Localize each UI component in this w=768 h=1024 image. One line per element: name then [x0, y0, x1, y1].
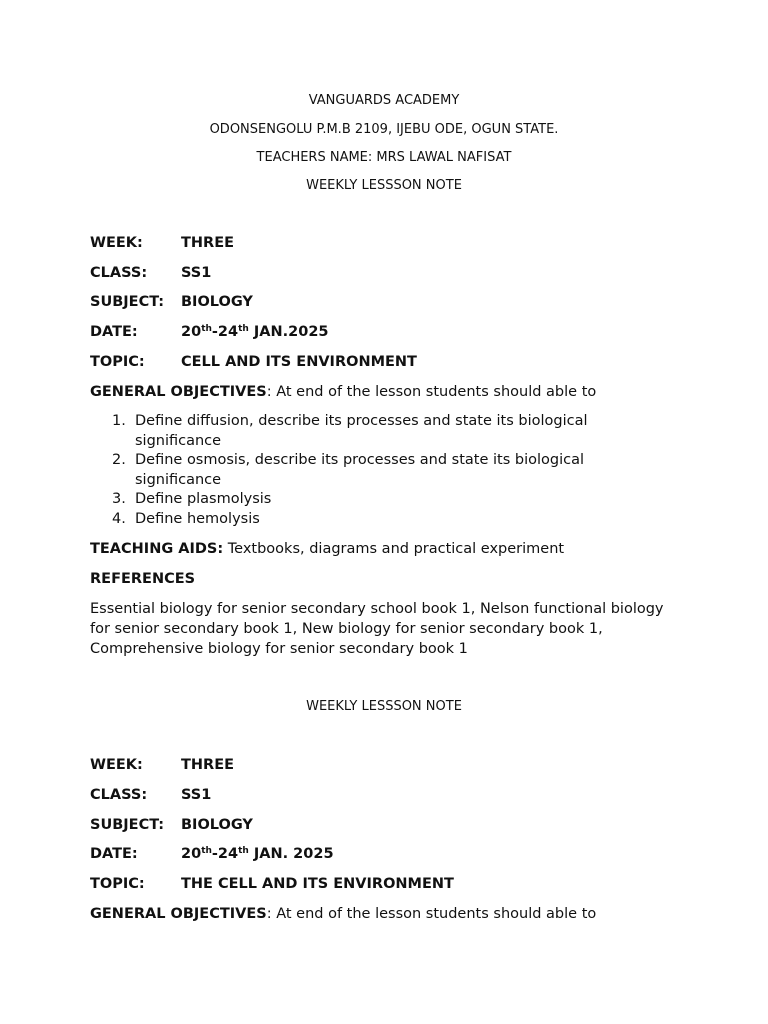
list-item-number: 2. — [112, 452, 126, 468]
week-value: THREE — [181, 757, 235, 773]
list-item — [90, 510, 650, 530]
topic-value: CELL AND ITS ENVIRONMENT — [181, 354, 417, 370]
topic-label: TOPIC: — [90, 354, 145, 370]
class-row — [90, 264, 211, 282]
school-name: VANGUARDS ACADEMY — [308, 93, 460, 108]
list-item-text: Define hemolysis — [135, 510, 260, 527]
list-item-text: Define osmosis, describe its processes and state its biological significance — [135, 452, 585, 488]
date-day-start: 20 — [181, 846, 202, 862]
references-text: Essential biology for senior secondary school book 1, Nelson functional biology for senior secondary book 1, New biology for senior secondary book 1, Comprehensive biology for senior secondary book 1 — [90, 601, 664, 657]
class-label: CLASS: — [90, 265, 148, 281]
teaching-aids — [90, 540, 564, 558]
date-suffix-end: th — [238, 846, 249, 856]
references-heading — [90, 570, 195, 588]
general-objectives-label: GENERAL OBJECTIVES — [90, 906, 267, 922]
date-label: DATE: — [90, 324, 138, 340]
date-suffix-start: th — [201, 846, 212, 856]
date-day-start: 20 — [181, 324, 202, 340]
topic-value: THE CELL AND ITS ENVIRONMENT — [181, 876, 454, 892]
list-item-text: Define diffusion, describe its processes and state its biological significance — [135, 413, 588, 449]
date-suffix-end: th — [238, 324, 249, 334]
note-title-2: WEEKLY LESSSON NOTE — [306, 699, 462, 714]
references-label: REFERENCES — [90, 571, 196, 587]
list-item-number: 3. — [112, 491, 126, 507]
date-day-end: -24 — [211, 846, 239, 862]
topic-label: TOPIC: — [90, 876, 145, 892]
date-day-end: -24 — [211, 324, 239, 340]
list-item — [90, 490, 650, 510]
objectives-list — [90, 412, 650, 529]
class-row-2 — [90, 786, 211, 804]
class-value: SS1 — [181, 787, 212, 803]
subject-value: BIOLOGY — [181, 817, 253, 833]
date-month-year: JAN. 2025 — [248, 846, 334, 862]
list-item — [90, 412, 650, 451]
general-objectives-2 — [90, 905, 596, 923]
topic-row-2 — [90, 875, 454, 893]
date-row-2 — [90, 845, 334, 863]
week-row — [90, 234, 234, 252]
general-objectives-label: GENERAL OBJECTIVES — [90, 384, 267, 400]
subject-label: SUBJECT: — [90, 294, 165, 310]
week-label: WEEK: — [90, 757, 143, 773]
class-label: CLASS: — [90, 787, 148, 803]
note-title: WEEKLY LESSSON NOTE — [306, 178, 462, 193]
week-value: THREE — [181, 235, 235, 251]
teacher-name: TEACHERS NAME: MRS LAWAL NAFISAT — [256, 150, 512, 165]
subject-row — [90, 293, 253, 311]
topic-row — [90, 353, 417, 371]
teaching-aids-label: TEACHING AIDS: — [90, 541, 224, 557]
list-item — [90, 451, 650, 490]
subject-row-2 — [90, 816, 253, 834]
teaching-aids-value: Textbooks, diagrams and practical experiment — [223, 541, 565, 557]
list-item-number: 1. — [112, 413, 126, 429]
week-row-2 — [90, 756, 234, 774]
date-label: DATE: — [90, 846, 138, 862]
class-value: SS1 — [181, 265, 212, 281]
date-row — [90, 323, 329, 341]
school-address: ODONSENGOLU P.M.B 2109, IJEBU ODE, OGUN STATE. — [209, 122, 559, 137]
general-objectives-intro: : At end of the lesson students should able to — [266, 384, 597, 400]
general-objectives — [90, 383, 596, 401]
list-item-text: Define plasmolysis — [135, 491, 272, 507]
date-suffix-start: th — [201, 324, 212, 334]
subject-label: SUBJECT: — [90, 817, 165, 833]
list-item-number: 4. — [112, 510, 126, 527]
subject-value: BIOLOGY — [181, 294, 253, 310]
general-objectives-intro: : At end of the lesson students should able to — [266, 906, 597, 922]
week-label: WEEK: — [90, 235, 143, 251]
date-month-year: JAN.2025 — [248, 324, 329, 340]
